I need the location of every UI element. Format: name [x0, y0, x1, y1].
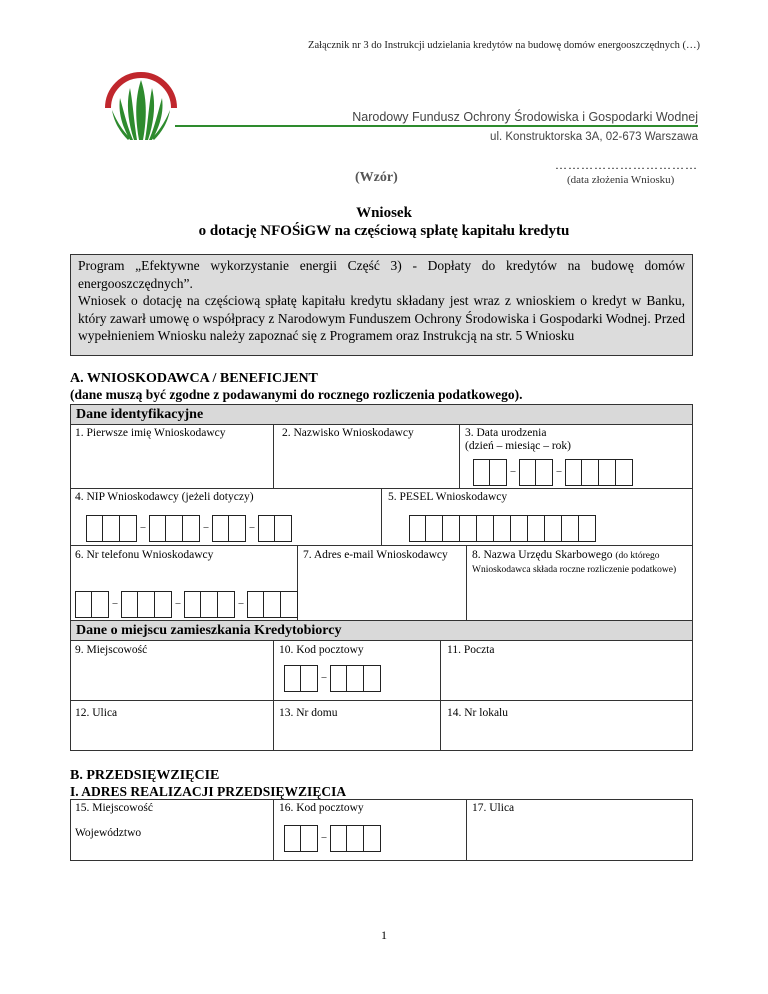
row-line-r2: [70, 750, 693, 751]
birthdate-input[interactable]: – –: [473, 458, 633, 486]
frame-r-left: [70, 640, 71, 751]
col-line-r1: [273, 640, 274, 750]
field-email-label: 7. Adres e-mail Wnioskodawcy: [303, 549, 448, 561]
section-b-heading: B. PRZEDSIĘWZIĘCIE: [70, 768, 220, 783]
frame-a-left: [70, 424, 71, 627]
field-nip-label: 4. NIP Wnioskodawcy (jeżeli dotyczy): [75, 491, 254, 503]
frame-r-right: [692, 640, 693, 751]
row-line-r1: [70, 700, 693, 701]
row-line-b0: [70, 799, 693, 800]
section-b-subheading: I. ADRES REALIZACJI PRZEDSIĘWZIĘCIA: [70, 784, 347, 799]
wzor-label: (Wzór): [355, 170, 398, 185]
field-birthdate-label: 3. Data urodzenia: [465, 427, 547, 439]
field-project-postcode-label: 16. Kod pocztowy: [279, 802, 364, 814]
col-line-a5: [466, 545, 467, 627]
intro-box: [70, 254, 693, 356]
col-line-r2: [440, 640, 441, 750]
frame-b-left: [70, 799, 71, 861]
org-address: ul. Konstruktorska 3A, 02-673 Warszawa: [490, 131, 698, 143]
nfosigw-logo: [100, 68, 182, 148]
col-line-a3: [381, 488, 382, 545]
col-line-b2: [466, 799, 467, 860]
intro-description: Wniosek o dotację na częściową spłatę kapitału kredytu składany jest wraz z wnioskiem o kredyt w Banku, który zawarł umowę o współpracy z Narodowym Funduszem Ochrony Środowiska i Gospodarki Wodnej. Przed wypełnieniem Wniosku należy zapoznać się z Programem oraz Instrukcją na str. 5 Wniosku: [78, 293, 685, 343]
field-project-city-label: 15. Miejscowość: [75, 802, 153, 814]
page-number: 1: [381, 928, 387, 942]
field-postcode-label: 10. Kod pocztowy: [279, 644, 364, 656]
frame-a-right: [692, 424, 693, 627]
pesel-input[interactable]: [409, 514, 596, 542]
section-a-heading: A. WNIOSKODAWCA / BENEFICJENT: [70, 371, 318, 386]
field-house-number-label: 13. Nr domu: [279, 707, 338, 719]
field-street-label: 12. Ulica: [75, 707, 118, 719]
org-name: Narodowy Fundusz Ochrony Środowiska i Gospodarki Wodnej: [352, 110, 698, 124]
field-surname-label: 2. Nazwisko Wnioskodawcy: [282, 427, 414, 439]
field-tax-office-note1: (do którego: [615, 551, 660, 561]
identity-bar: Dane identyfikacyjne: [70, 404, 693, 425]
residence-bar: Dane o miejscu zamieszkania Kredytobiorcy: [70, 620, 693, 641]
field-first-name-label: 1. Pierwsze imię Wnioskodawcy: [75, 427, 226, 439]
field-apartment-label: 14. Nr lokalu: [447, 707, 509, 719]
field-birthdate-format: (dzień – miesiąc – rok): [465, 440, 572, 452]
date-dots: ……………………………: [555, 158, 698, 172]
project-postcode-input[interactable]: –: [284, 824, 381, 852]
field-tax-office-title: 8. Nazwa Urzędu Skarbowego: [472, 549, 613, 561]
header-divider: [175, 125, 698, 127]
frame-b-right: [692, 799, 693, 861]
header-note: Załącznik nr 3 do Instrukcji udzielania kredytów na budowę domów energooszczędnych (…): [308, 40, 700, 51]
field-tax-office-label: [472, 549, 659, 563]
title-line2: o dotację NFOŚiGW na częściową spłatę kapitału kredytu: [198, 223, 570, 239]
title-line1: Wniosek: [356, 205, 412, 221]
phone-input[interactable]: – – –: [75, 590, 298, 618]
section-a-subheading: (dane muszą być zgodne z podawanymi do rocznego rozliczenia podatkowego).: [70, 387, 523, 402]
date-label: (data złożenia Wniosku): [567, 174, 675, 186]
row-line-2: [70, 545, 693, 546]
row-line-b1: [70, 860, 693, 861]
field-post-office-label: 11. Poczta: [447, 644, 495, 656]
field-pesel-label: 5. PESEL Wnioskodawcy: [388, 491, 508, 503]
field-city-label: 9. Miejscowość: [75, 644, 148, 656]
postcode-input[interactable]: –: [284, 664, 381, 692]
col-line-b1: [273, 799, 274, 860]
field-voivodeship-label: Województwo: [75, 827, 142, 839]
intro-program: Program „Efektywne wykorzystanie energii Część 3) - Dopłaty do kredytów na budowę domów energooszczędnych”.: [78, 258, 685, 291]
field-tax-office-note2: Wnioskodawca składa roczne rozliczenie podatkowe): [472, 565, 677, 575]
field-phone-label: 6. Nr telefonu Wnioskodawcy: [75, 549, 214, 561]
col-line-a1: [273, 424, 274, 488]
nip-input[interactable]: – – –: [86, 514, 292, 542]
field-project-street-label: 17. Ulica: [472, 802, 515, 814]
col-line-a2: [459, 424, 460, 488]
